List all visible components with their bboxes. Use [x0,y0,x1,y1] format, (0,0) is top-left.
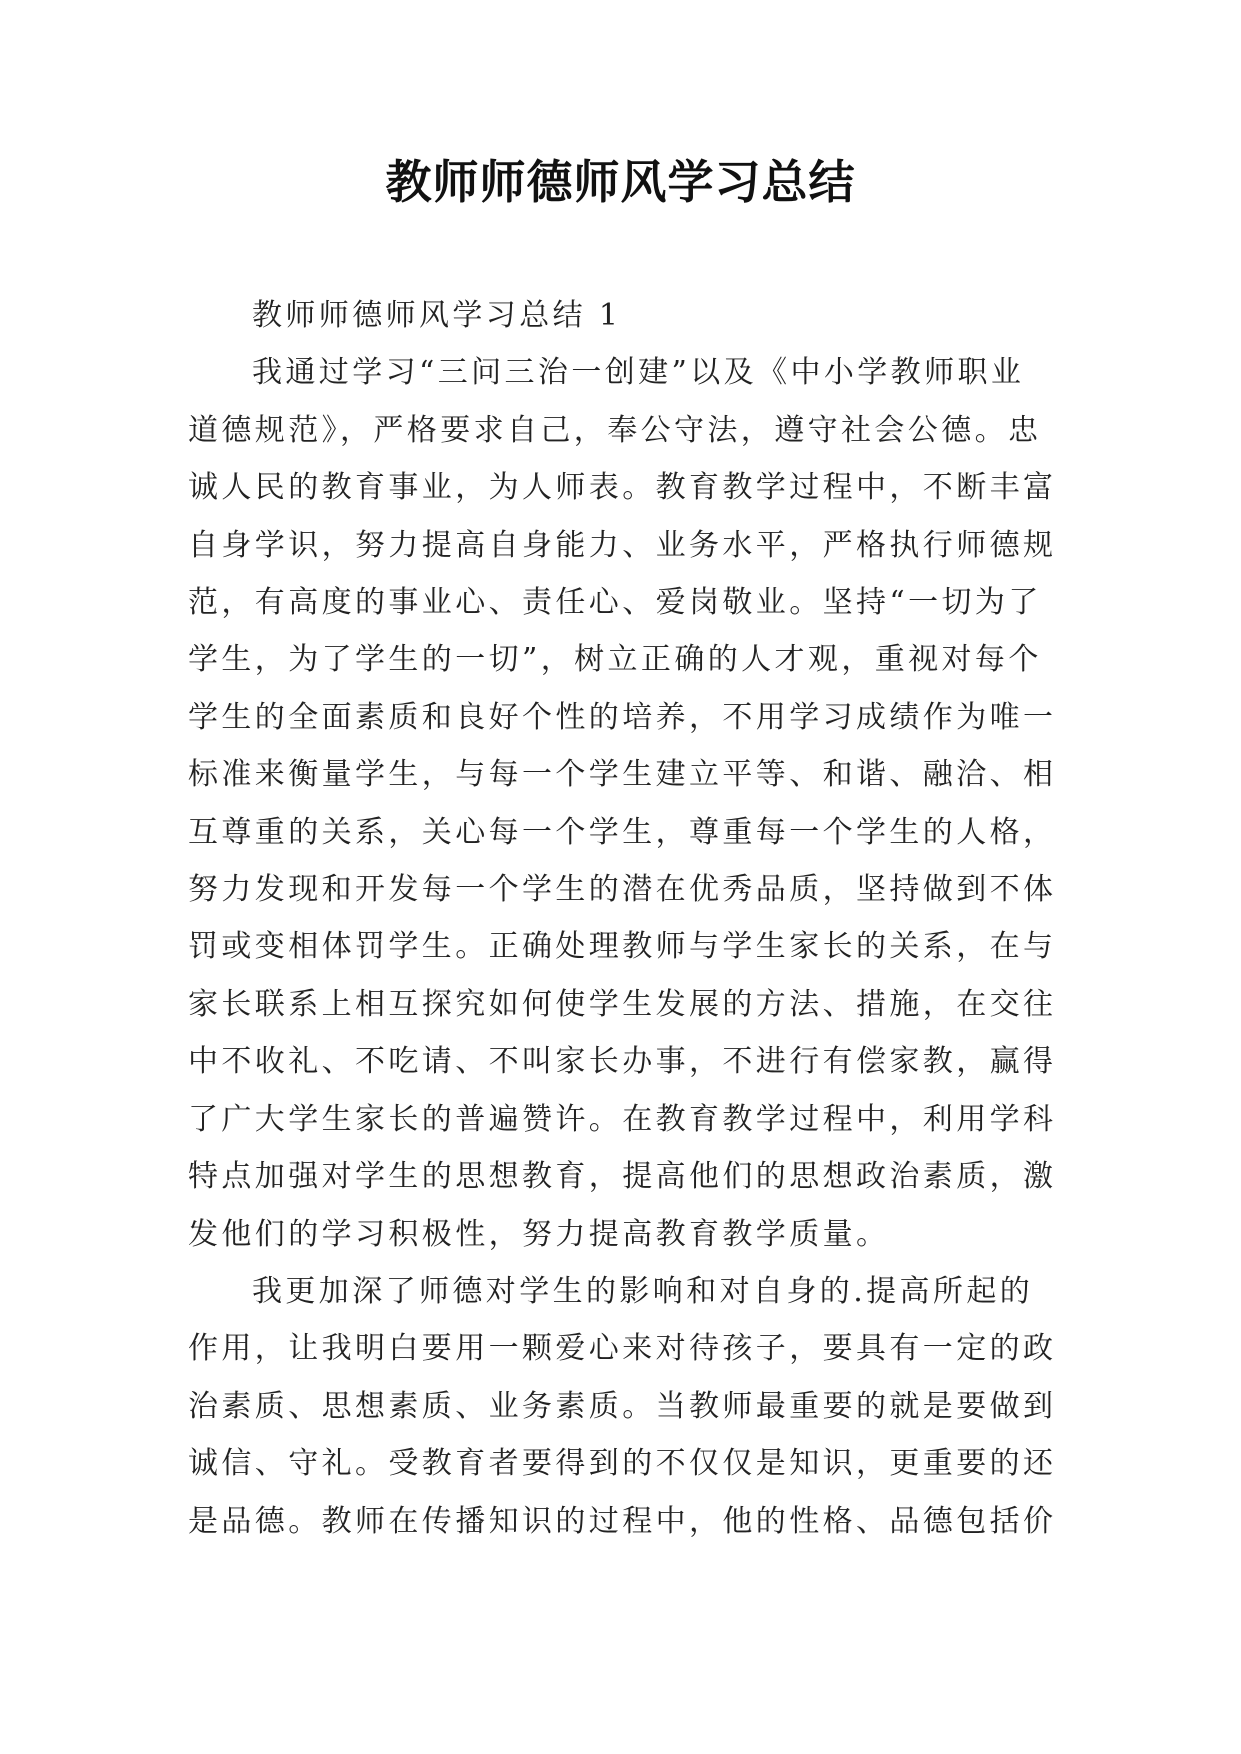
paragraph-line: 作用，让我明白要用一颗爱心来对待孩子，要具有一定的政 [188,1331,1057,1367]
paragraph-line: 治素质、思想素质、业务素质。当教师最重要的就是要做到 [188,1388,1057,1424]
paragraph-line: 家长联系上相互探究如何使学生发展的方法、措施，在交往 [188,986,1057,1022]
paragraph-2 [188,1263,1057,1550]
document-body [188,287,1057,1550]
paragraph-line: 自身学识，努力提高自身能力、业务水平，严格执行师德规 [188,527,1057,563]
paragraph-line: 诚信、守礼。受教育者要得到的不仅仅是知识，更重要的还 [188,1446,1057,1482]
section-heading-text: 教师师德师风学习总结 1 [252,298,622,333]
paragraph-line: 努力发现和开发每一个学生的潜在优秀品质，坚持做到不体 [188,872,1057,908]
paragraph-line: 罚或变相体罚学生。正确处理教师与学生家长的关系，在与 [188,929,1057,965]
paragraph-line: 互尊重的关系，关心每一个学生，尊重每一个学生的人格， [188,814,1057,850]
paragraph-line: 我更加深了师德对学生的影响和对自身的.提高所起的 [252,1273,1034,1309]
paragraph-line: 是品德。教师在传播知识的过程中，他的性格、品德包括价 [188,1503,1057,1539]
paragraph-line: 特点加强对学生的思想教育，提高他们的思想政治素质，激 [188,1159,1057,1195]
paragraph-line: 标准来衡量学生，与每一个学生建立平等、和谐、融洽、相 [188,757,1057,793]
paragraph-line: 诚人民的教育事业，为人师表。教育教学过程中，不断丰富 [188,470,1057,506]
paragraph-line: 发他们的学习积极性，努力提高教育教学质量。 [188,1216,890,1252]
document-title: 教师师德师风学习总结 [385,155,856,209]
paragraph-line: 中不收礼、不吃请、不叫家长办事，不进行有偿家教，赢得 [188,1044,1057,1080]
section-heading [188,287,1048,344]
paragraph-line: 学生的全面素质和良好个性的培养，不用学习成绩作为唯一 [188,699,1057,735]
paragraph-1 [188,344,1057,1263]
paragraph-line: 道德规范》，严格要求自己，奉公守法，遵守社会公德。忠 [188,412,1042,448]
paragraph-line: 学生，为了学生的一切”，树立正确的人才观，重视对每个 [188,642,1042,678]
paragraph-line: 范，有高度的事业心、责任心、爱岗敬业。坚持“一切为了 [188,585,1042,621]
paragraph-line: 我通过学习“三问三治一创建”以及《中小学教师职业 [252,355,1025,391]
paragraph-line: 了广大学生家长的普遍赞许。在教育教学过程中，利用学科 [188,1101,1057,1137]
